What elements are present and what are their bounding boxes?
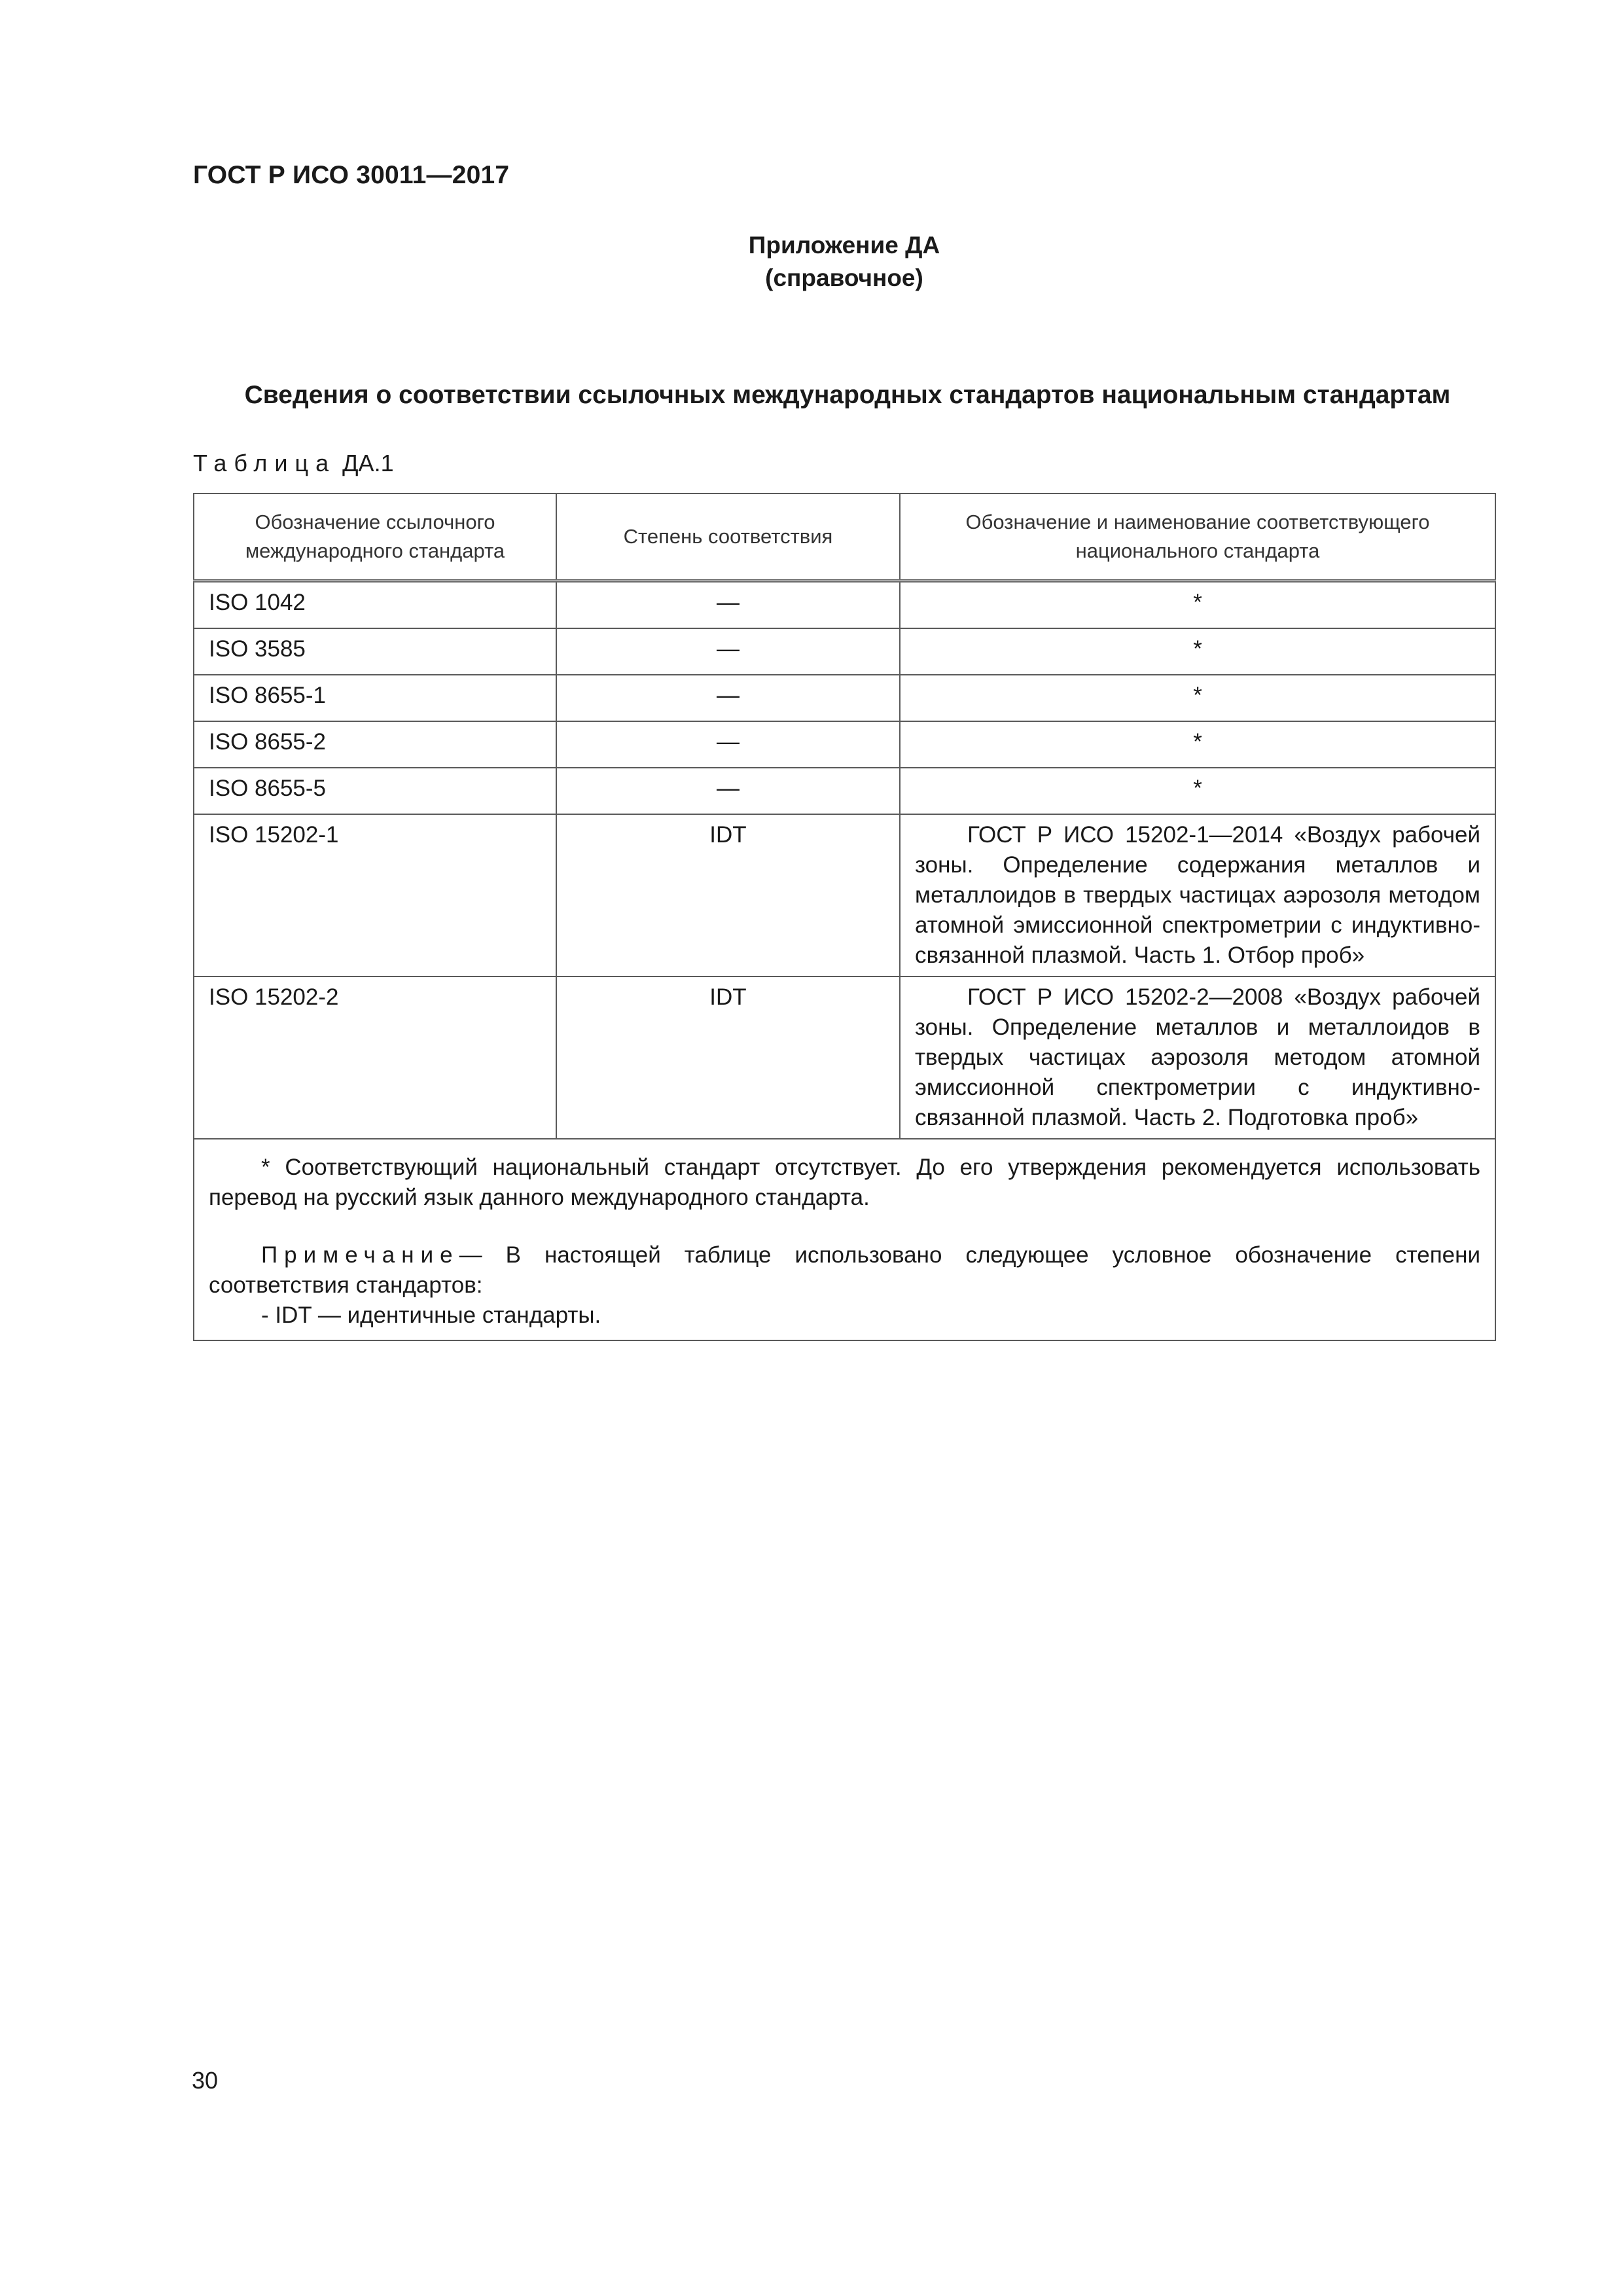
cell-degree: — xyxy=(556,675,900,721)
table-footnote xyxy=(194,1139,1495,1340)
header-national-standard: Обозначение и наименование соответствующего национального стандарта xyxy=(900,493,1495,581)
note-text: — В настоящей таблице использовано следующее условное обозначение степени соответствия стандартов: xyxy=(209,1242,1480,1298)
cell-reference: ISO 15202-1 xyxy=(194,814,556,977)
table-row xyxy=(194,628,1495,675)
page-number: 30 xyxy=(192,2067,219,2094)
table-row xyxy=(194,675,1495,721)
cell-reference: ISO 8655-2 xyxy=(194,721,556,768)
table-label-number: ДА.1 xyxy=(342,450,394,476)
note-line xyxy=(209,1240,1480,1300)
footnote-line xyxy=(209,1153,1480,1213)
cell-reference: ISO 3585 xyxy=(194,628,556,675)
appendix-heading xyxy=(0,229,1623,295)
cell-degree: — xyxy=(556,768,900,814)
appendix-subtitle: (справочное) xyxy=(765,264,923,291)
correspondence-table xyxy=(193,493,1496,1341)
note-label: Примечание xyxy=(261,1242,459,1268)
table-label-word: Таблица xyxy=(193,450,336,476)
cell-reference: ISO 8655-5 xyxy=(194,768,556,814)
header-reference-standard: Обозначение ссылочного международного стандарта xyxy=(194,493,556,581)
appendix-title: Приложение ДА xyxy=(748,232,940,259)
table-row xyxy=(194,721,1495,768)
cell-national: * xyxy=(900,581,1495,629)
table-row xyxy=(194,814,1495,977)
document-code: ГОСТ Р ИСО 30011—2017 xyxy=(193,161,510,189)
cell-national: * xyxy=(900,768,1495,814)
table-label xyxy=(193,450,394,477)
table-footnote-row xyxy=(194,1139,1495,1340)
cell-reference: ISO 15202-2 xyxy=(194,977,556,1139)
cell-reference: ISO 1042 xyxy=(194,581,556,629)
cell-reference: ISO 8655-1 xyxy=(194,675,556,721)
table-row xyxy=(194,977,1495,1139)
cell-degree: — xyxy=(556,721,900,768)
note-item: - IDT — идентичные стандарты. xyxy=(261,1302,601,1328)
table-header-row xyxy=(194,493,1495,581)
national-standard-text: ГОСТ Р ИСО 15202-1—2014 «Воздух рабочей зоны. Определение содержания металлов и металлоидов в твердых частицах аэрозоля методом атомной эмиссионной спектрометрии с индуктивно-связанной плазмой. Часть 1. Отбор проб» xyxy=(915,822,1480,968)
table-row xyxy=(194,768,1495,814)
cell-national: * xyxy=(900,628,1495,675)
cell-national: * xyxy=(900,721,1495,768)
cell-degree: — xyxy=(556,581,900,629)
header-degree: Степень соответствия xyxy=(556,493,900,581)
cell-degree: IDT xyxy=(556,814,900,977)
section-title: Сведения о соответствии ссылочных международных стандартов национальным стандартам xyxy=(244,381,1451,409)
footnote-text: * Соответствующий национальный стандарт отсутствует. До его утверждения рекомендуется использовать перевод на русский язык данного международного стандарта. xyxy=(209,1155,1480,1210)
cell-national: * xyxy=(900,675,1495,721)
cell-degree: IDT xyxy=(556,977,900,1139)
national-standard-text: ГОСТ Р ИСО 15202-2—2008 «Воздух рабочей зоны. Определение металлов и металлоидов в твердых частицах аэрозоля методом атомной эмиссионной спектрометрии с индуктивно-связанной плазмой. Часть 2. Подготовка проб» xyxy=(915,984,1480,1130)
cell-national xyxy=(900,814,1495,977)
cell-degree: — xyxy=(556,628,900,675)
cell-national xyxy=(900,977,1495,1139)
table-row xyxy=(194,581,1495,629)
